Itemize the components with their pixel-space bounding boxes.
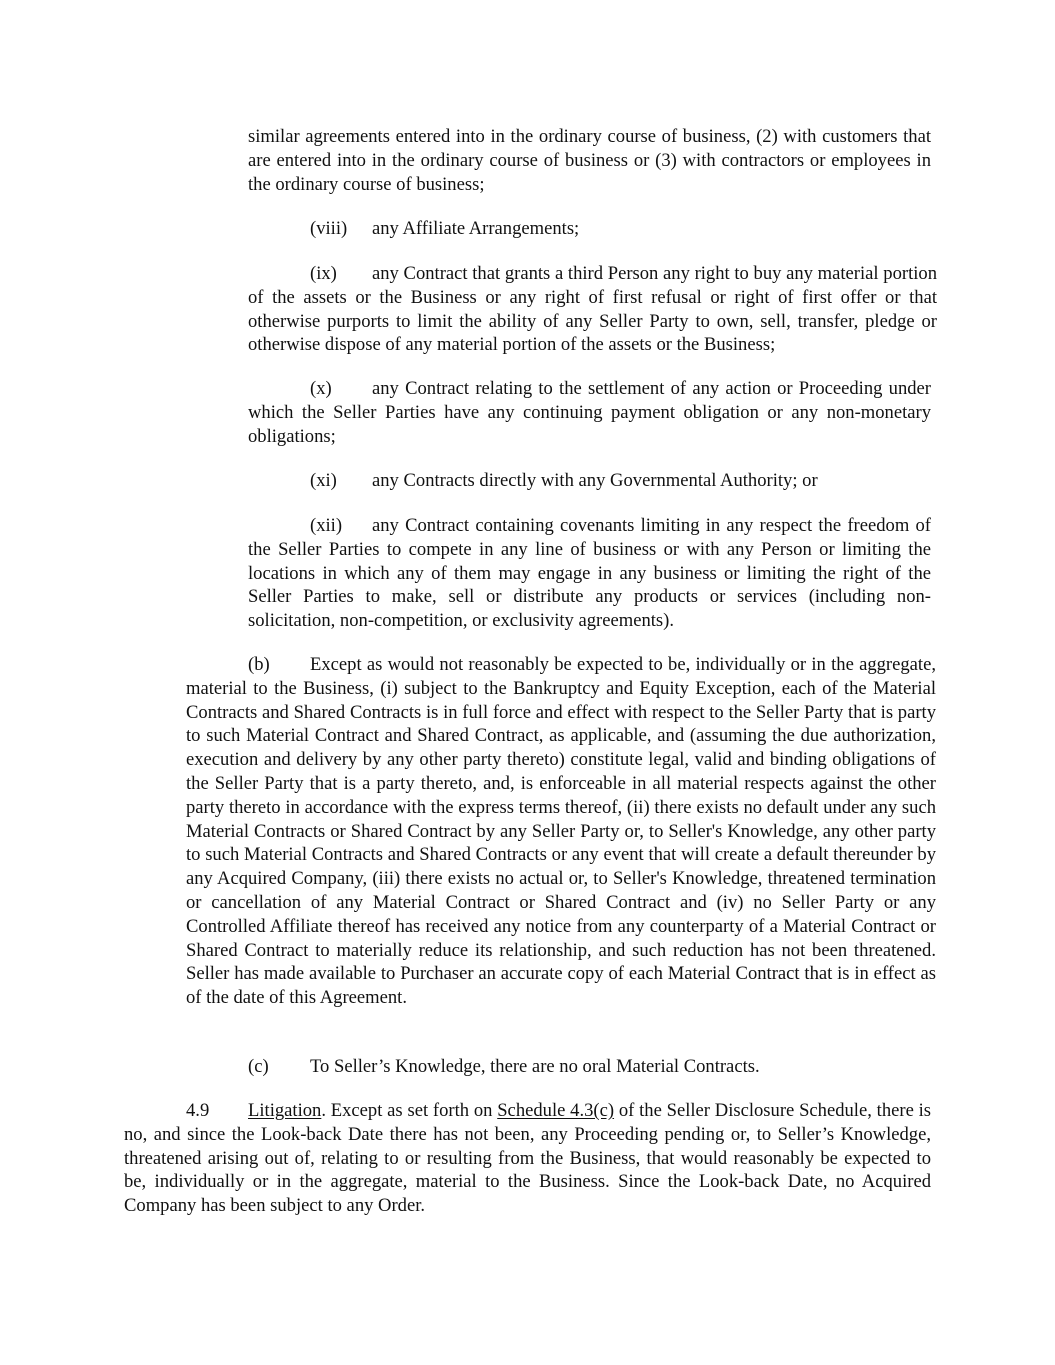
clause-text: any Contract that grants a third Person any right to buy any material portion of the assets or the Business or any right of first refusal or right of first offer or that otherwise purports to limit the ability of any Seller Party to own, sell, transfer, pledge or otherwise dispose of any material portion of the assets or the Business;: [248, 263, 937, 356]
section-4-9: [124, 1099, 931, 1218]
clause-ix: [248, 262, 937, 357]
paragraph-continuation: [248, 125, 931, 196]
clause-text: any Contracts directly with any Governmental Authority; or: [372, 470, 818, 491]
clause-number: (xi): [310, 470, 337, 491]
clause-viii: [248, 217, 931, 241]
clause-number: (viii): [310, 218, 348, 239]
section-text: of the Seller Disclosure Schedule, there is no, and since the Look-back Date there has not been, any Proceeding pending or, to Seller’s Knowledge, threatened arising out of, relating to or resulting from the Business, that would reasonably be expected to be, individually or in the aggregate, material to the Business. Since the Look-back Date, no Acquired Company has been subject to any Order.: [124, 1100, 932, 1217]
clause-text: To Seller’s Knowledge, there are no oral Material Contracts.: [310, 1056, 760, 1077]
paragraph-text: similar agreements entered into in the ordinary course of business, (2) with customers that are entered into in the ordinary course of business or (3) with contractors or employees in the ordinary course of business;: [248, 126, 931, 195]
clause-x: [248, 377, 931, 448]
clause-c: [186, 1055, 931, 1079]
clause-b: [186, 653, 936, 1010]
clause-number: (xii): [310, 515, 343, 536]
schedule-reference: Schedule 4.3(c): [497, 1100, 615, 1121]
clause-text: Except as would not reasonably be expected to be, individually or in the aggregate, material to the Business, (i) subject to the Bankruptcy and Equity Exception, each of the Material Contracts and Shared Contracts is in full force and effect with respect to the Seller Party that is party to such Material Contract and Shared Contract, as applicable, and (assuming the due authorization, execution and delivery by any other party thereto) constitute legal, valid and binding obligations of the Seller Party that is a party thereto, and, is enforceable in all material respects against the other party thereto in accordance with the express terms thereof, (ii) there exists no default under any such Material Contracts or Shared Contract by any Seller Party or, to Seller's Knowledge, any other party to such Material Contracts and Shared Contracts or any event that will create a default thereunder by any Acquired Company, (iii) there exists no actual or, to Seller's Knowledge, threatened termination or cancellation of any Material Contract or Shared Contract and (iv) no Seller Party or any Controlled Affiliate thereof has received any notice from any counterparty of a Material Contract or Shared Contract to materially reduce its relationship, and such reduction has not been threatened. Seller has made available to Purchaser an accurate copy of each Material Contract that is in effect as of the date of this Agreement.: [186, 654, 936, 1009]
clause-xi: [248, 469, 931, 493]
section-heading: Litigation: [248, 1100, 322, 1121]
clause-number: (ix): [310, 263, 337, 284]
clause-number: (b): [248, 654, 270, 675]
clause-text: any Contract containing covenants limiting in any respect the freedom of the Seller Parties to compete in any line of business or with any Person or limiting the locations in which any of them may engage in any business or limiting the right of the Seller Parties to make, sell or distribute any products or services (including non-solicitation, non-competition, or exclusivity agreements).: [248, 515, 931, 632]
clause-number: (c): [248, 1056, 269, 1077]
clause-text: any Affiliate Arrangements;: [372, 218, 580, 239]
clause-number: (x): [310, 378, 332, 399]
section-number: 4.9: [186, 1100, 210, 1121]
clause-xii: [248, 514, 931, 633]
section-text-lead: . Except as set forth on: [321, 1100, 498, 1121]
clause-text: any Contract relating to the settlement of any action or Proceeding under which the Seller Parties have any continuing payment obligation or any non-monetary obligations;: [248, 378, 931, 447]
